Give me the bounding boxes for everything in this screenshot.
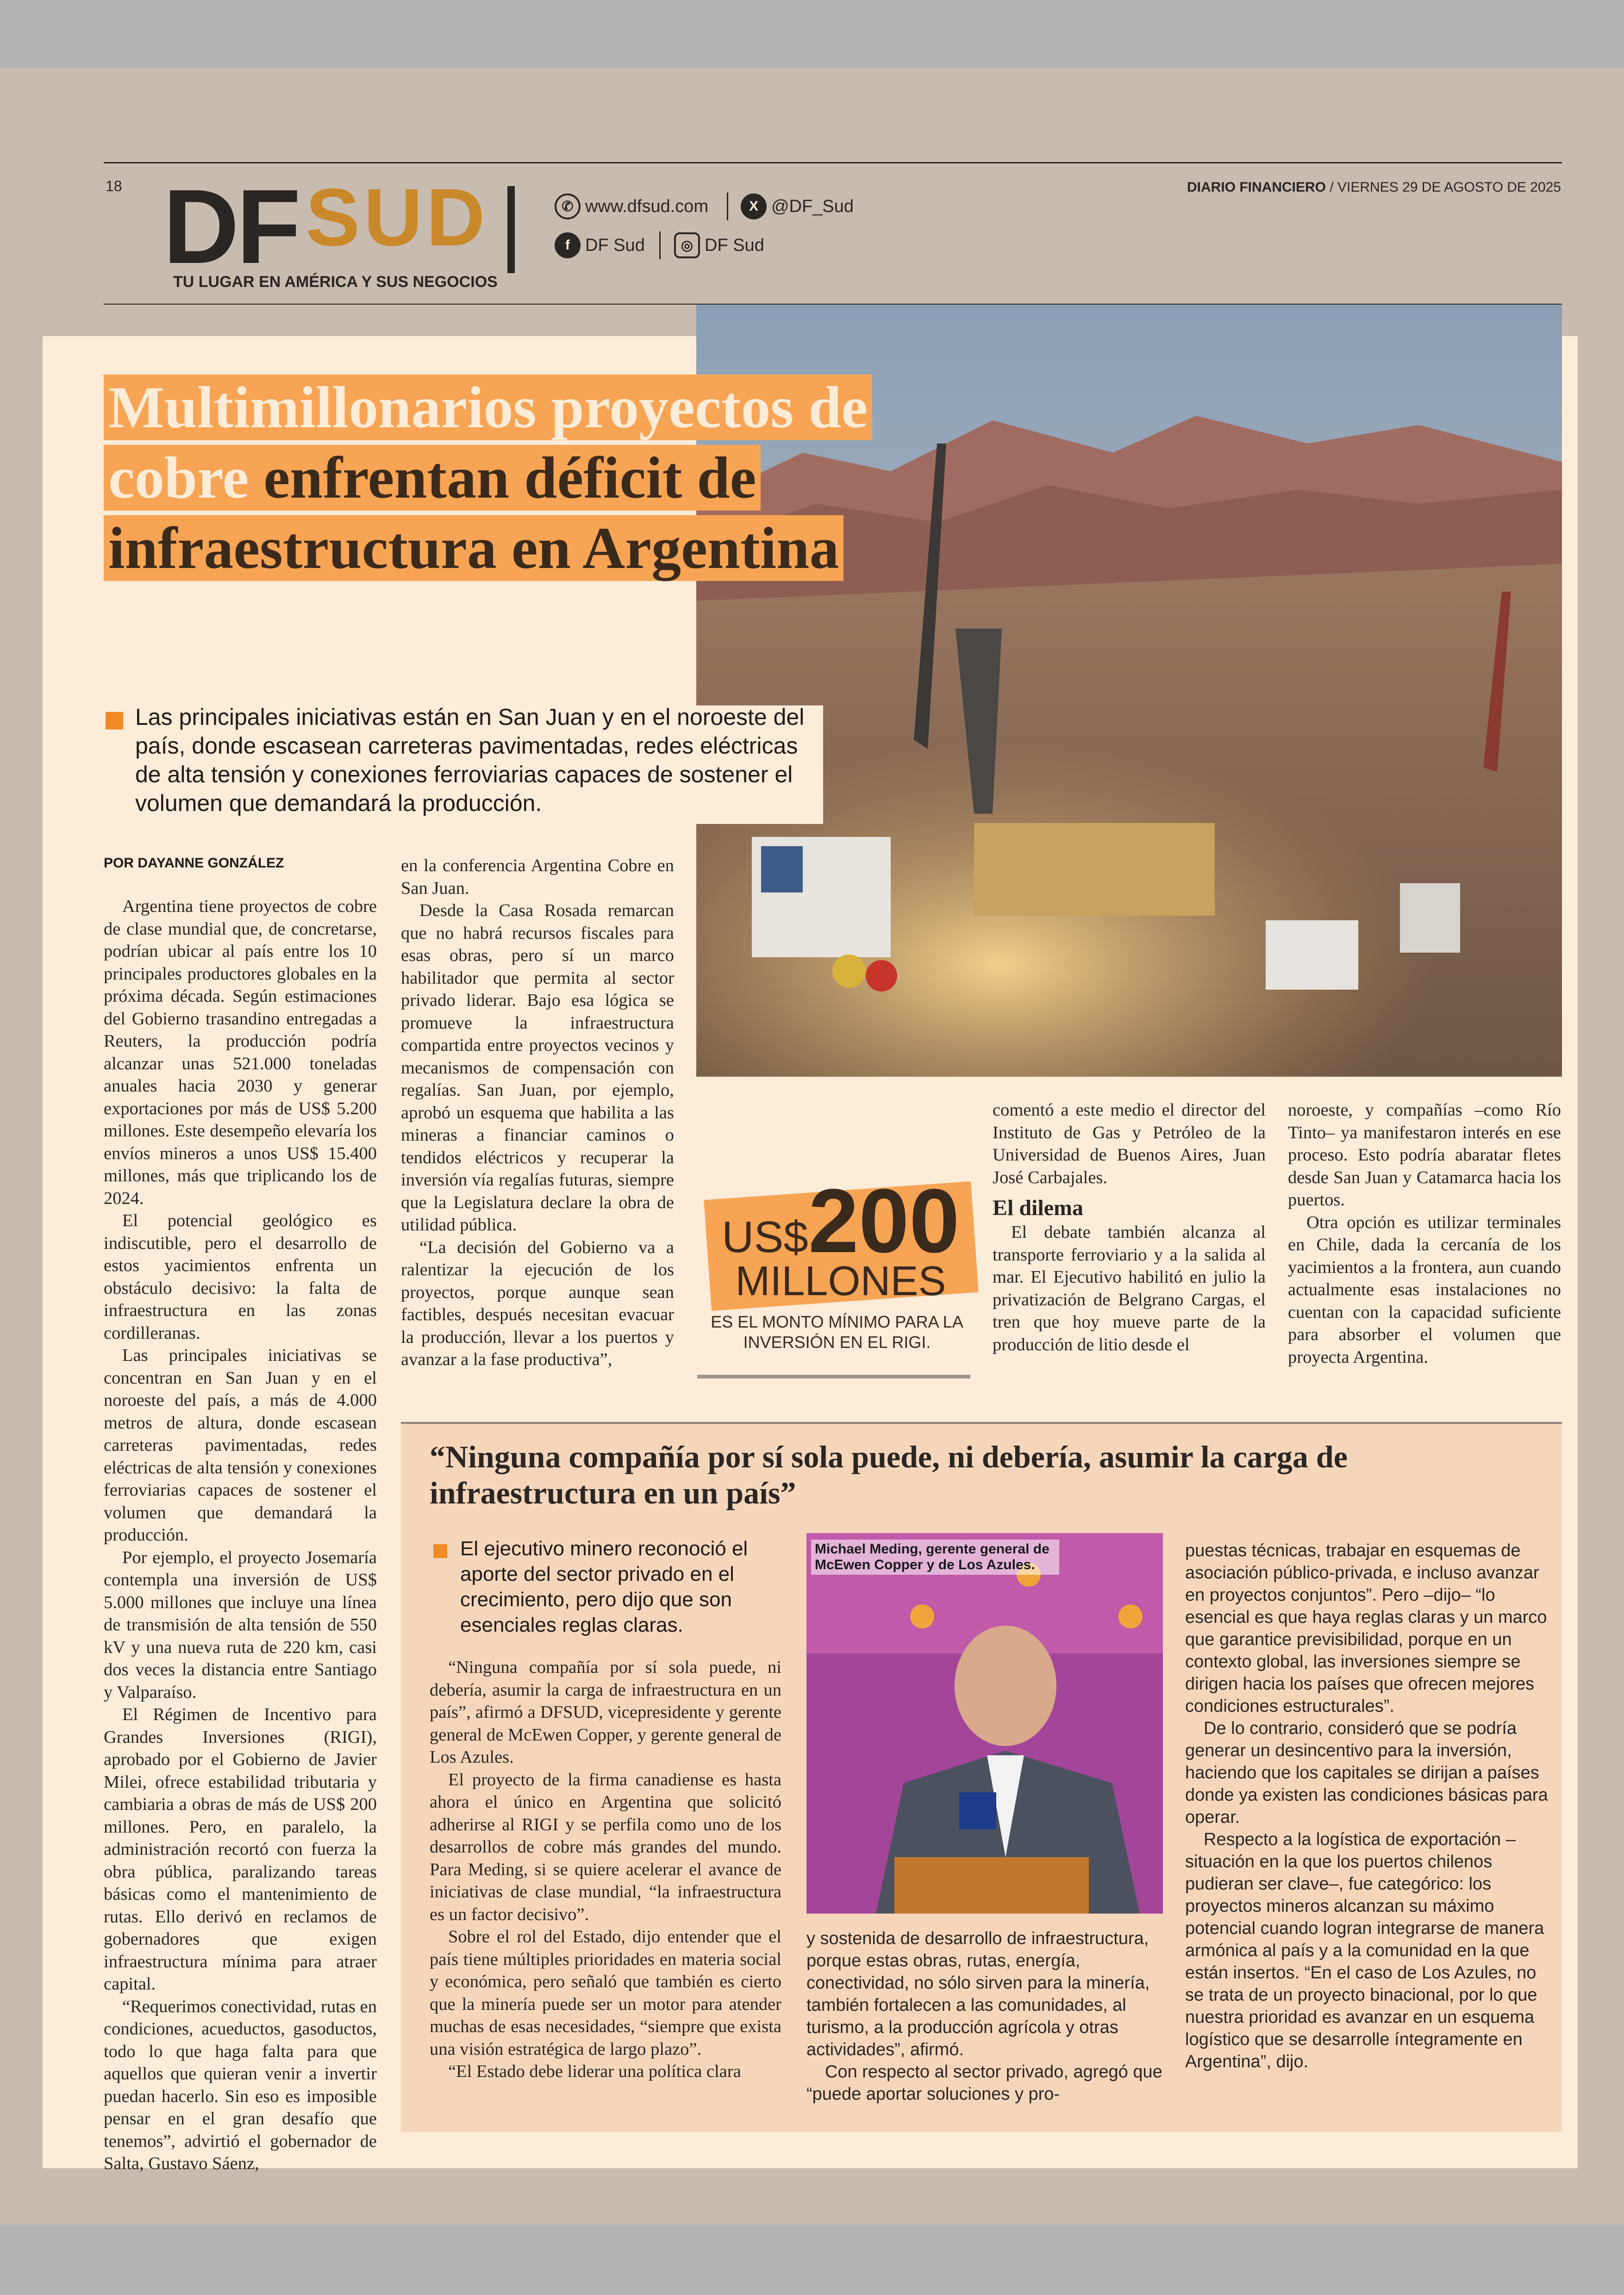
paragraph: Sobre el rol del Estado, dijo entender que el país tiene múltiples prioridades en materia social y económica, pero señaló que también es cierto que la minería puede ser un motor para atender muchas de esas necesidades, “siempre que exista una visión estratégica de largo plazo”. (430, 1927, 781, 2059)
logo-bracket (507, 186, 515, 273)
top-rule (104, 162, 1562, 163)
paragraph: noroeste, y compañías –como Río Tinto– ya manifestaron interés en ese proceso. Esto podría abaratar fletes desde San Juan y Catamarca hacia los puertos. (1288, 1100, 1561, 1210)
highlight-rule (697, 1375, 970, 1378)
paragraph: y sostenida de desarrollo de infraestructura, porque estas obras, rutas, energía, conectividad, no sólo sirven para la minería, también fortalecen a las comunidades, al turismo, a la producción agrícola y otras actividades”, afirmó. (806, 1929, 1150, 2059)
paragraph: Argentina tiene proyectos de cobre de clase mundial que, de concretarse, podrían ubicar al país entre los 10 principales productores globales en la próxima década. Según estimaciones del Gobierno trasandino entregadas a Reuters, la producción podría alcanzar unas 521.000 toneladas anuales hacia 2030 y generar exportaciones por más de US$ 5.200 millones. Este desempeño elevaría los envíos mineros a unos US$ 15.400 millones, más que triplicando los de 2024. (104, 897, 377, 1208)
paragraph: Respecto a la logística de exportación –situación en la que los puertos chilenos pudieran ser clave–, fue categórico: los proyectos mineros alcanzan su máximo potencial cuando logran integrarse de manera armónica al país y a la comunidad en la que están insertos. “En el caso de Los Azules, no se trata de un proyecto binacional, por lo que nuestra prioridad es avanzar en un esquema logístico que se desarrolle íntegramente en Argentina”, dijo. (1185, 1830, 1544, 2071)
paragraph: El potencial geológico es indiscutible, pero el desarrollo de estos yacimientos enfrenta un obstáculo decisivo: la falta de infraestructura en las zonas cordilleranas. (104, 1211, 377, 1343)
paragraph: El debate también alcanza al transporte ferroviario y a la salida al mar. El Ejecutivo habilitó en julio la privatización de Belgrano Cargas, el tren que hoy mueve parte de la producción de litio desde el (993, 1222, 1266, 1354)
headline-light-part: Multimillonarios proyectos de cobre (108, 374, 868, 511)
logo-tagline: TU LUGAR EN AMÉRICA Y SUS NEGOCIOS (173, 273, 498, 291)
article-headline (104, 372, 937, 583)
facebook-icon: f (555, 232, 581, 258)
bullet-square-icon (433, 1544, 447, 1558)
x-icon: X (741, 193, 767, 219)
logo-df: DF (163, 168, 298, 286)
paragraph: El proyecto de la firma canadiense es hasta ahora el único en Argentina que solicitó adherirse al RIGI y se perfila como uno de los desarrollos de cobre más grandes del mundo. Para Meding, si se quiere acelerar el avance de iniciativas de clase mundial, “la infraestructura es un factor decisivo”. (430, 1770, 781, 1924)
sidebar-column-3 (1185, 1540, 1551, 2073)
instagram-link[interactable] (674, 232, 764, 258)
bullet-square-icon (106, 712, 123, 730)
paragraph: “El Estado debe liderar una política clara (448, 2062, 741, 2081)
paragraph: puestas técnicas, trabajar en esquemas de asociación público-privada, e incluso avanzar en proyectos conjuntos”. Pero –dijo– “lo esencial es que haya reglas claras y un marco que garantice previsibilidad, porque en un contexto global, las inversiones siempre se dirigen hacia los países que ofrecen mejores condiciones estructurales”. (1185, 1541, 1547, 1716)
instagram-text: DF Sud (705, 235, 764, 255)
highlight-caption: ES EL MONTO MÍNIMO PARA LA INVERSIÓN EN EL RIGI. (711, 1312, 963, 1352)
paragraph: comentó a este medio el director del Instituto de Gas y Petróleo de la Universidad de Buenos Aires, Juan José Carbajales. (993, 1100, 1266, 1187)
paragraph: “La decisión del Gobierno va a ralentizar la ejecución de los proyectos, porque aunque sean factibles, después necesitan evacuar la producción, llevar a los puertos y avanzar a la fase productiva”, (401, 1237, 674, 1369)
sidebar-deck: El ejecutivo minero reconoció el aporte del sector privado en el crecimiento, pero dijo que son esenciales reglas claras. (460, 1537, 748, 1636)
paragraph: El Régimen de Incentivo para Grandes Inversiones (RIGI), aprobado por el Gobierno de Javier Milei, ofrece estabilidad tributaria y cambiaria a obras de más de US$ 200 millones. Pero, en paralelo, la administración recortó con fuerza la obra pública, paralizando tareas básicas como el mantenimiento de rutas. Ello derivó en reclamos de gobernadores que exigen infraestructura mínima para atraer capital. (104, 1705, 377, 1994)
paragraph: Por ejemplo, el proyecto Josemaría contempla una inversión de US$ 5.000 millones que incluye una línea de transmisión de alta tensión de 550 kV y una nueva ruta de 220 km, casi dos veces la distancia entre Santiago y Valparaíso. (104, 1547, 377, 1702)
article-deck: Las principales iniciativas están en San Juan y en el noroeste del país, donde escasean carreteras pavimentadas, redes eléctricas de alta tensión y conexiones ferroviarias capaces de sostener el volumen que demandará la producción. (135, 704, 805, 816)
executive-portrait-photo (806, 1533, 1163, 1914)
x-link[interactable] (741, 193, 854, 219)
highlight-value: 200 (808, 1170, 960, 1272)
highlight-unit: MILLONES (735, 1258, 946, 1304)
divider (727, 193, 728, 220)
article-column-4 (1288, 1099, 1561, 1368)
publication-name: DIARIO FINANCIERO (1187, 180, 1326, 195)
issue-date: / VIERNES 29 DE AGOSTO DE 2025 (1326, 180, 1561, 195)
divider (659, 231, 661, 259)
paragraph: Las principales iniciativas se concentran en San Juan y en el noroeste del país, a más de 4.000 metros de altura, donde escasean carreteras pavimentadas, redes eléctricas de alta tensión y conexiones ferroviarias capaces de sostener el volumen que demandará la producción. (104, 1346, 377, 1545)
paragraph: Otra opción es utilizar terminales en Chile, dada la cercanía de los yacimientos a la frontera, aun cuando actualmente esas instalaciones no cuentan con la capacidad suficiente para absorber el volumen que proyecta Argentina. (1288, 1212, 1561, 1367)
article-column-2 (401, 854, 674, 1371)
website-text: www.dfsud.com (585, 196, 709, 216)
page-number: 18 (106, 178, 122, 194)
facebook-link[interactable] (555, 232, 645, 258)
subheading: El dilema (993, 1196, 1084, 1220)
website-link[interactable] (555, 193, 708, 219)
paragraph: Desde la Casa Rosada remarcan que no habrá recursos fiscales para esas obras, pero sí un marco habilitador que permita al sector privado liderar. Bajo esa lógica se promueve la infraestructura compartida entre proyectos vecinos y mecanismos de compensación con regalías. San Juan, por ejemplo, aprobó un esquema que habilita a las mineras a financiar caminos o tendidos eléctricos y recuperar la inversión vía regalías futuras, siempre que la Legislatura declare la obra de utilidad pública. (401, 901, 674, 1235)
paragraph: “Ninguna compañía por sí sola puede, ni debería, asumir la carga de infraestructura en un país”, afirmó a DFSUD, vicepresidente y gerente general de McEwen Copper, y gerente general de Los Azules. (430, 1658, 781, 1767)
paragraph: De lo contrario, consideró que se podría generar un desincentivo para la inversión, haciendo que los capitales se dirijan a países donde ya existen las condiciones básicas para operar. (1185, 1719, 1548, 1827)
globe-icon: ✆ (555, 193, 581, 219)
x-handle: @DF_Sud (771, 196, 854, 216)
article-column-3 (993, 1099, 1266, 1356)
facebook-text: DF Sud (585, 235, 645, 255)
paragraph: “Requerimos conectividad, rutas en condiciones, acueductos, gasoductos, todo lo que haga falta para que aquellos que quieran venir a invertir puedan hacerlo. Sin eso es imposible pensar en el gran desafío que tenemos”, advirtió el gobernador de Salta, Gustavo Sáenz, (104, 1996, 377, 2173)
instagram-icon: ◎ (674, 232, 700, 258)
paragraph: en la conferencia Argentina Cobre en San Juan. (401, 856, 674, 898)
headline-dark-part: enfrentan déficit de infraestructura en Argentina (108, 445, 839, 581)
highlight-figure (711, 1170, 970, 1272)
logo-sud: SUD (306, 172, 489, 263)
article-column-1 (104, 895, 377, 2175)
photo-caption: Michael Meding, gerente general de McEwen Copper y de Los Azules. (811, 1540, 1059, 1575)
paragraph: Con respecto al sector privado, agregó que “puede aportar soluciones y pro- (806, 2062, 1162, 2104)
sidebar-column-1 (430, 1656, 781, 2083)
dateline (1187, 180, 1561, 195)
sidebar-quote-headline: “Ninguna compañía por sí sola puede, ni debería, asumir la carga de infraestructura en un país” (430, 1439, 1348, 1510)
byline: POR DAYANNE GONZÁLEZ (104, 855, 284, 871)
highlight-currency: US$ (722, 1212, 808, 1262)
sidebar-column-2 (806, 1927, 1172, 2105)
